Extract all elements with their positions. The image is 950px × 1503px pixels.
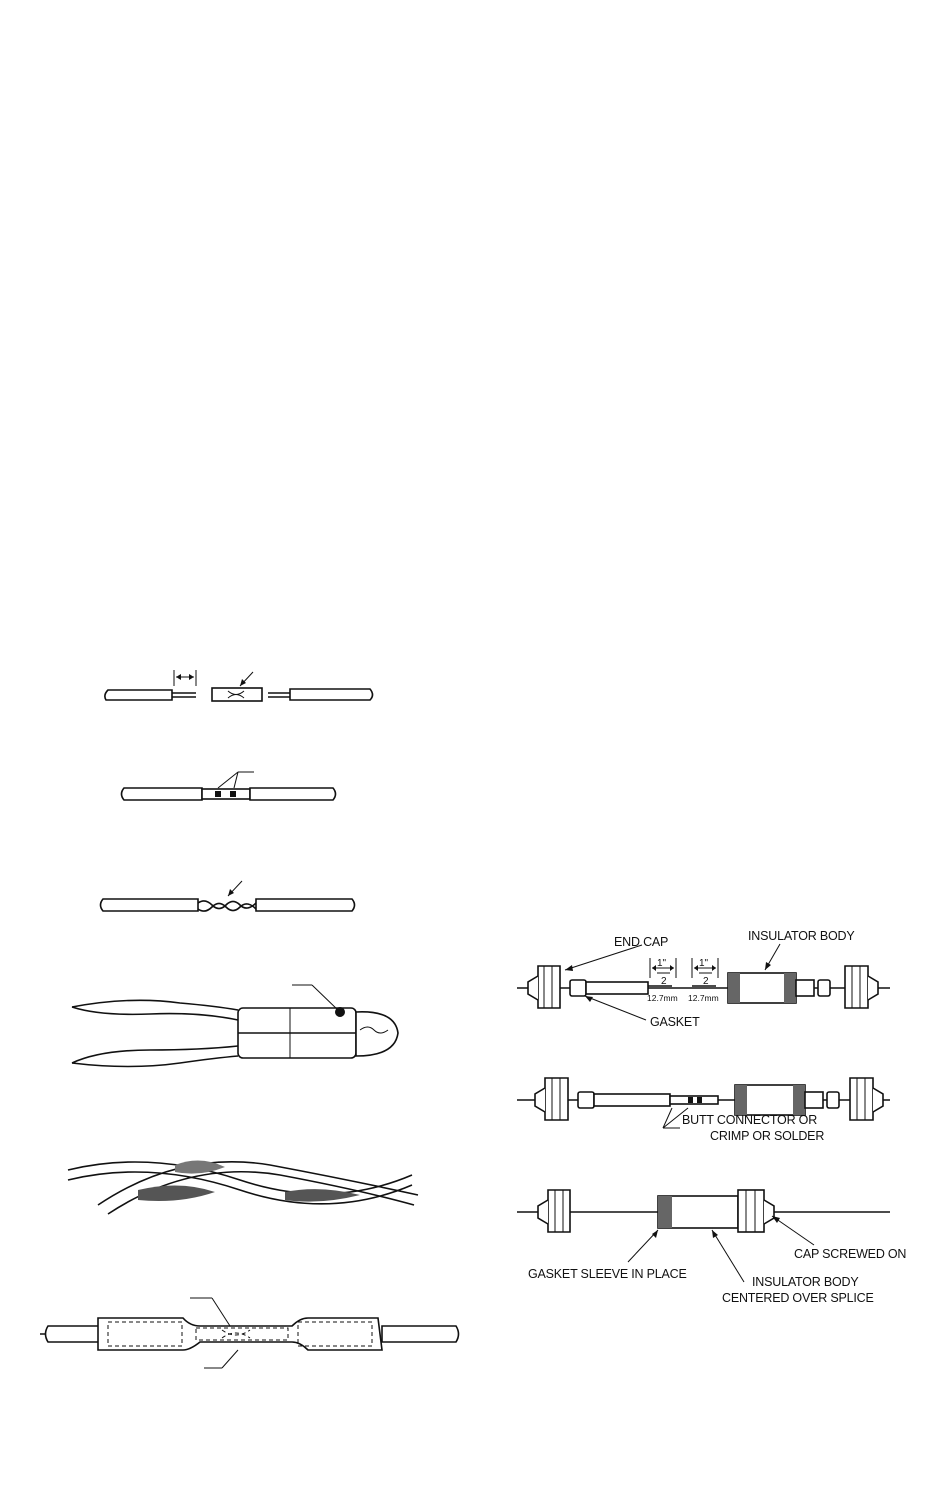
figure-stripped-wires [105, 670, 373, 701]
gasket-label: GASKET [650, 1015, 700, 1029]
dim-left-mm: 12.7mm [647, 993, 678, 1003]
butt-connector-label-line2: CRIMP OR SOLDER [710, 1129, 825, 1143]
figure-soldered-joint [68, 1160, 418, 1214]
insulator-centered-label-line2: CENTERED OVER SPLICE [722, 1291, 874, 1305]
figure-twisted-wires [101, 881, 355, 911]
dim-left-numerator: 1" [657, 958, 667, 969]
insulator-body-label: INSULATOR BODY [748, 929, 855, 943]
figure-crimped-connector [122, 772, 336, 800]
figure-crimping-tool [72, 985, 398, 1067]
dim-left-denominator: 2 [661, 976, 667, 987]
end-cap-label: END CAP [614, 935, 669, 949]
dim-right-mm: 12.7mm [688, 993, 719, 1003]
dim-right-denominator: 2 [703, 976, 709, 987]
butt-connector-label-line1: BUTT CONNECTOR OR [682, 1113, 818, 1127]
insulator-centered-label-line1: INSULATOR BODY [752, 1275, 859, 1289]
gasket-sleeve-label: GASKET SLEEVE IN PLACE [528, 1267, 687, 1281]
dim-right-numerator: 1" [699, 958, 709, 969]
figure-heat-shrink [40, 1298, 459, 1368]
cap-screwed-on-label: CAP SCREWED ON [794, 1247, 907, 1261]
